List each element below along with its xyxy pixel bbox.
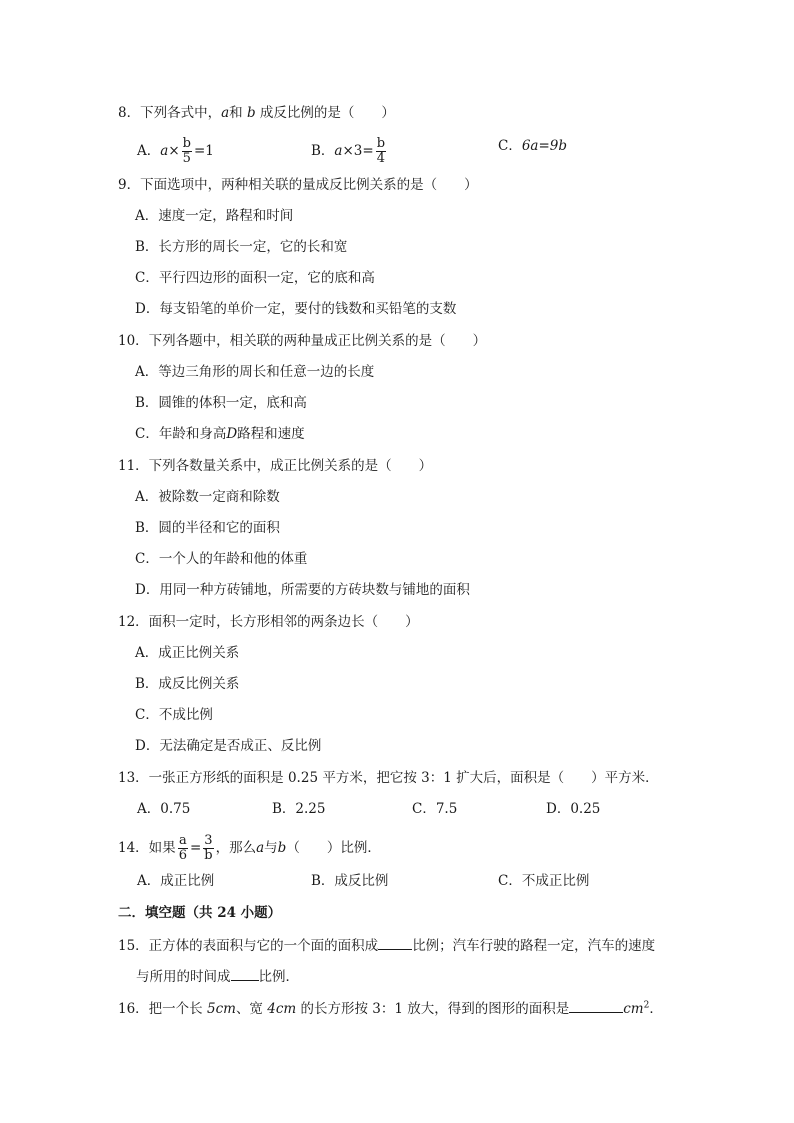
- q12-option-d: D．无法确定是否成正、反比例: [135, 738, 322, 754]
- answer-blank: [231, 967, 259, 981]
- fraction: $\frac{b}{5}$: [182, 136, 191, 166]
- q11-option-a: A．被除数一定商和除数: [135, 489, 280, 505]
- q9-option-b: B．长方形的周长一定，它的长和宽: [135, 239, 348, 255]
- q14-option-a: A．成正比例: [137, 873, 215, 889]
- q11-option-d: D．用同一种方砖铺地，所需要的方砖块数与铺地的面积: [135, 582, 470, 598]
- q13-option-d: D．0.25: [546, 801, 601, 817]
- answer-blank: [378, 936, 412, 950]
- question-10-stem: 10．下列各题中，相关联的两种量成正比例关系的是（ ）: [118, 333, 487, 349]
- question-16-stem: 16．把一个长 5cm、宽 4cm 的长方形按 3：1 放大，得到的图形的面积是 $cm^2$．: [118, 1000, 663, 1017]
- question-15-line-1: 15．正方体的表面积与它的一个面的面积成 比例；汽车行驶的路程一定，汽车的速度: [118, 938, 656, 954]
- q10-option-b: B．圆锥的体积一定，底和高: [135, 395, 307, 411]
- question-11-stem: 11．下列各数量关系中，成正比例关系的是（ ）: [118, 458, 433, 474]
- q10-option-a: A．等边三角形的周长和任意一边的长度: [135, 364, 375, 380]
- q13-option-a: A．0.75: [137, 801, 191, 817]
- q8-option-c: C．6a=9b: [498, 138, 568, 154]
- q14-option-c: C．不成正比例: [498, 873, 590, 889]
- q9-option-c: C．平行四边形的面积一定，它的底和高: [135, 270, 375, 286]
- question-15-line-2: 与所用的时间成 比例．: [136, 969, 299, 985]
- question-14-stem: 14．如果 $\frac{a}{6}$ = $\frac{3}{b}$ ，那么a与b（ ）比例．: [118, 833, 381, 863]
- question-8-stem: 8．下列各式中，a和 b 成反比例的是（ ）: [118, 105, 395, 121]
- fraction: $\frac{a}{6}$: [178, 833, 187, 863]
- question-12-stem: 12．面积一定时，长方形相邻的两条边长（ ）: [118, 614, 419, 630]
- q10-option-c: C．年龄和身高D路程和速度: [135, 426, 305, 442]
- question-9-stem: 9．下面选项中，两种相关联的量成反比例关系的是（ ）: [118, 177, 478, 193]
- section-title: 二．填空题（共 24 小题）: [118, 905, 282, 921]
- q9-option-a: A．速度一定，路程和时间: [135, 208, 294, 224]
- answer-blank: [569, 999, 623, 1013]
- q12-option-b: B．成反比例关系: [135, 676, 240, 692]
- fraction: $\frac{b}{4}$: [376, 136, 386, 166]
- q13-option-c: C．7.5: [412, 801, 458, 817]
- question-13-stem: 13．一张正方形纸的面积是 0.25 平方米，把它按 3：1 扩大后，面积是（ ）平方米．: [118, 770, 659, 786]
- q13-option-b: B．2.25: [272, 801, 326, 817]
- q8-option-a: A．a× $\frac{b}{5}$ =1: [137, 136, 214, 166]
- q9-option-d: D．每支铅笔的单价一定，要付的钱数和买铅笔的支数: [135, 301, 457, 317]
- q12-option-a: A．成正比例关系: [135, 645, 240, 661]
- q8-option-b: B．a×3= $\frac{b}{4}$: [311, 136, 386, 166]
- q11-option-c: C．一个人的年龄和他的体重: [135, 551, 308, 567]
- q14-option-b: B．成反比例: [311, 873, 389, 889]
- q11-option-b: B．圆的半径和它的面积: [135, 520, 280, 536]
- fraction: $\frac{3}{b}$: [204, 833, 213, 863]
- q12-option-c: C．不成比例: [135, 707, 213, 723]
